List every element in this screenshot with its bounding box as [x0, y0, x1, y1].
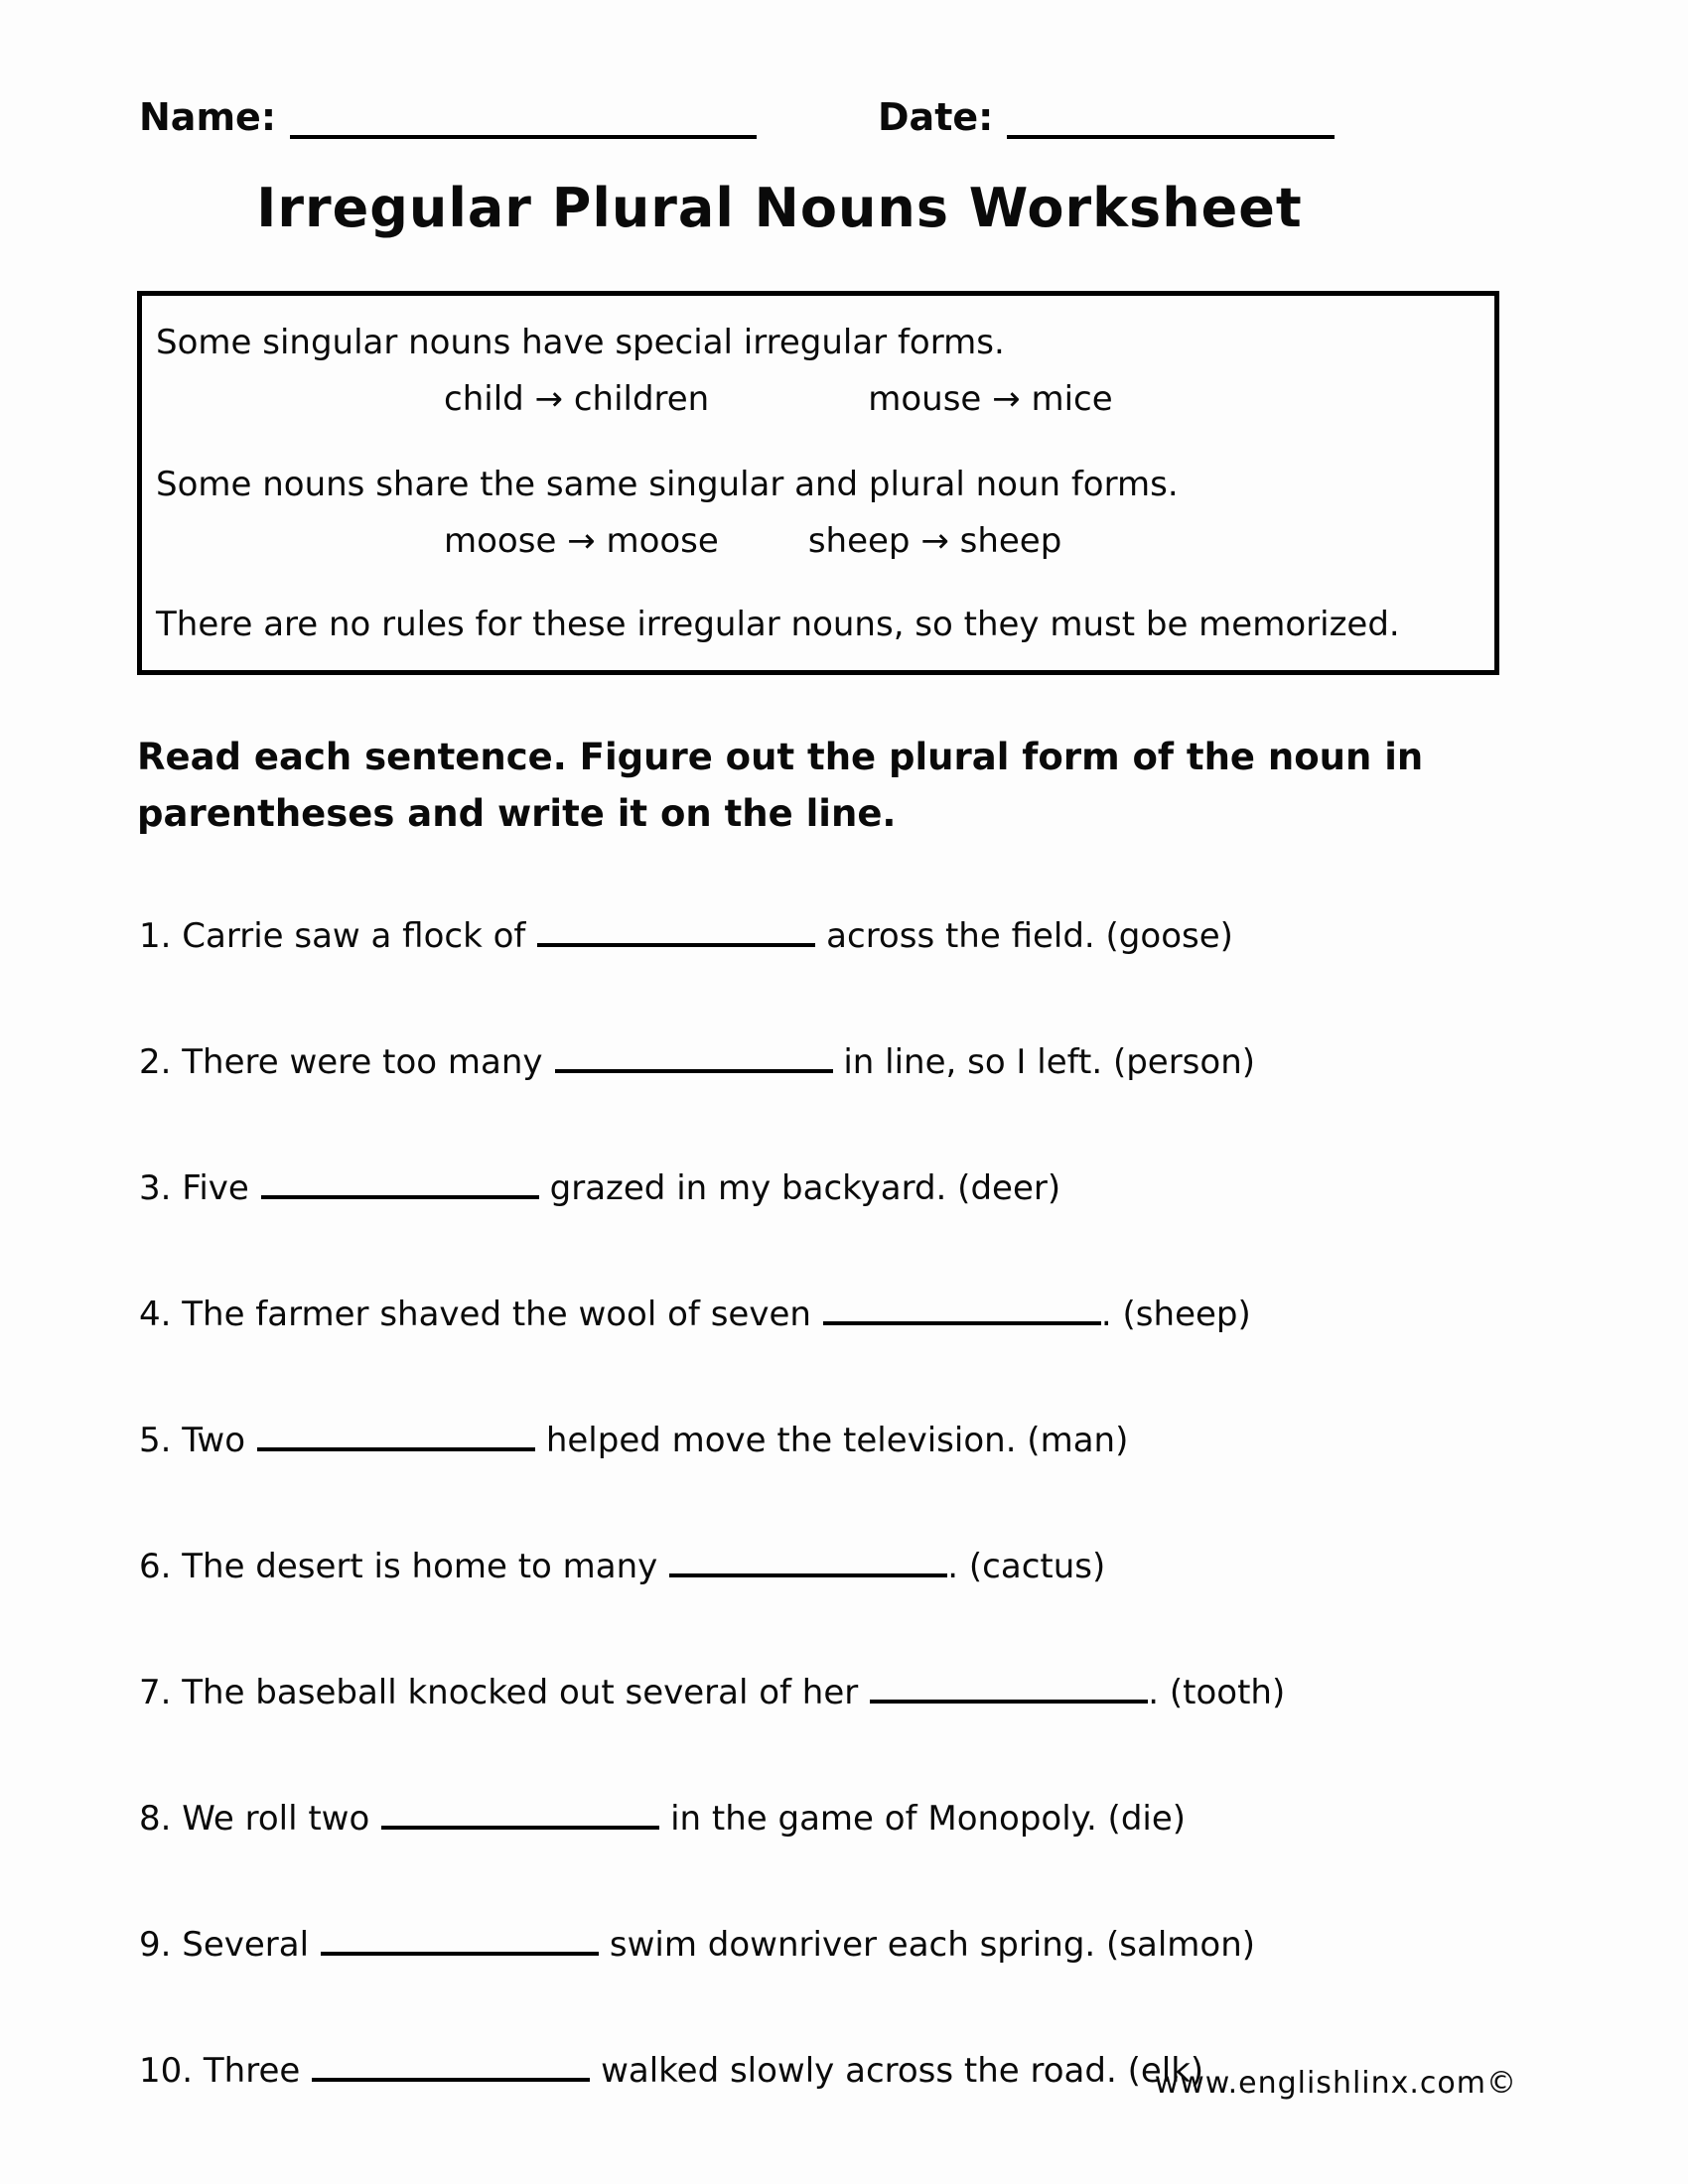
- question-row-4: [139, 1286, 1609, 1336]
- example-sheep-sheep: sheep → sheep: [807, 520, 1062, 561]
- rule1-examples: [444, 378, 1478, 421]
- footer-credit: www.englishlinx.com©: [1154, 2066, 1517, 2101]
- question-pre-text: Carrie saw a flock of: [182, 916, 526, 957]
- question-pre-text: Two: [182, 1421, 246, 1461]
- question-row-7: [139, 1664, 1609, 1714]
- question-number: 4.: [139, 1295, 172, 1335]
- question-post-text: . (cactus): [947, 1547, 1106, 1587]
- question-blank[interactable]: [823, 1286, 1101, 1325]
- question-blank[interactable]: [257, 1412, 535, 1451]
- date-field: [878, 95, 1335, 139]
- question-blank[interactable]: [537, 907, 815, 947]
- question-row-2: [139, 1033, 1609, 1084]
- instructions: Read each sentence. Figure out the plural form of the noun in parentheses and write it on the line.: [137, 735, 1424, 835]
- question-number: 7.: [139, 1673, 172, 1713]
- question-post-text: across the field. (goose): [815, 916, 1233, 957]
- question-post-text: helped move the television. (man): [535, 1421, 1129, 1461]
- question-row-3: [139, 1160, 1609, 1210]
- question-blank[interactable]: [261, 1160, 539, 1199]
- question-row-1: [139, 907, 1609, 958]
- rule-same-forms: Some nouns share the same singular and plural noun forms.: [156, 465, 1179, 504]
- question-post-text: . (sheep): [1100, 1295, 1251, 1335]
- header-row: [0, 0, 1688, 139]
- question-blank[interactable]: [312, 2042, 590, 2082]
- question-blank[interactable]: [381, 1790, 659, 1830]
- question-pre-text: There were too many: [182, 1042, 543, 1083]
- example-moose-moose: moose → moose: [444, 520, 719, 561]
- question-number: 5.: [139, 1421, 172, 1461]
- question-number: 10.: [139, 2051, 194, 2092]
- page-title: Irregular Plural Nouns Worksheet: [256, 177, 1303, 239]
- question-blank[interactable]: [555, 1033, 833, 1073]
- question-pre-text: The desert is home to many: [182, 1547, 658, 1587]
- question-pre-text: We roll two: [182, 1799, 370, 1840]
- rule2-examples: [444, 520, 1478, 563]
- question-row-5: [139, 1412, 1609, 1462]
- rules-box: [137, 291, 1499, 675]
- rule-special-forms: Some singular nouns have special irregular forms.: [156, 323, 1005, 362]
- question-number: 8.: [139, 1799, 172, 1840]
- question-post-text: grazed in my backyard. (deer): [538, 1168, 1061, 1209]
- question-pre-text: The farmer shaved the wool of seven: [182, 1295, 811, 1335]
- question-post-text: in the game of Monopoly. (die): [659, 1799, 1187, 1840]
- date-label: Date:: [878, 95, 994, 139]
- rule-memorize: There are no rules for these irregular nouns, so they must be memorized.: [156, 605, 1400, 644]
- question-row-6: [139, 1538, 1609, 1588]
- question-post-text: walked slowly across the road. (elk): [590, 2051, 1204, 2092]
- question-row-8: [139, 1790, 1609, 1841]
- question-number: 2.: [139, 1042, 172, 1083]
- question-row-9: [139, 1916, 1609, 1967]
- question-post-text: . (tooth): [1148, 1673, 1286, 1713]
- name-label: Name:: [139, 95, 277, 139]
- question-number: 1.: [139, 916, 172, 957]
- question-pre-text: Five: [182, 1168, 249, 1209]
- example-child-children: child → children: [444, 378, 710, 419]
- question-number: 9.: [139, 1925, 172, 1966]
- name-blank[interactable]: [290, 95, 757, 139]
- name-field: [139, 95, 757, 139]
- question-post-text: swim downriver each spring. (salmon): [599, 1925, 1256, 1966]
- question-blank[interactable]: [669, 1538, 947, 1577]
- question-post-text: in line, so I left. (person): [832, 1042, 1256, 1083]
- example-mouse-mice: mouse → mice: [868, 378, 1113, 419]
- date-blank[interactable]: [1007, 95, 1335, 139]
- question-pre-text: Several: [182, 1925, 310, 1966]
- question-blank[interactable]: [321, 1916, 599, 1956]
- question-pre-text: The baseball knocked out several of her: [182, 1673, 859, 1713]
- question-pre-text: Three: [203, 2051, 301, 2092]
- question-blank[interactable]: [870, 1664, 1148, 1704]
- question-number: 6.: [139, 1547, 172, 1587]
- question-list: [139, 907, 1688, 2093]
- question-number: 3.: [139, 1168, 172, 1209]
